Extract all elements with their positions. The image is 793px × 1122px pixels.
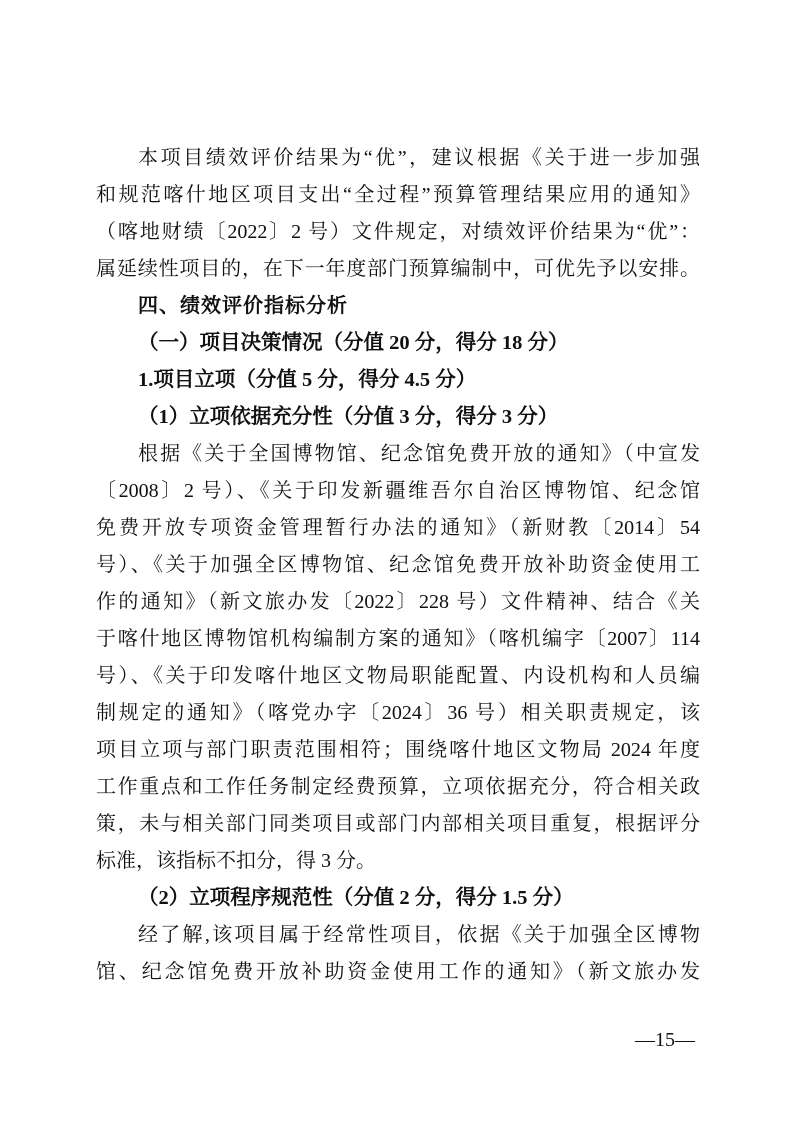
- paragraph-1-line-3: （喀地财绩〔2022〕2 号）文件规定，对绩效评价结果为“优”：: [96, 221, 700, 243]
- paragraph-2-line-3: 免费开放专项资金管理暂行办法的通知》（新财教〔2014〕54: [96, 517, 700, 539]
- paragraph-2-line-10: 工作重点和工作任务制定经费预算，立项依据充分，符合相关政: [96, 776, 700, 798]
- paragraph-2-line-9: 项目立项与部门职责范围相符；围绕喀什地区文物局 2024 年度: [96, 739, 700, 761]
- heading-section-4: 四、绩效评价指标分析: [138, 295, 348, 317]
- paragraph-2-line-6: 于喀什地区博物馆机构编制方案的通知》（喀机编字〔2007〕114: [96, 628, 700, 650]
- paragraph-3-line-1: 经了解,该项目属于经常性项目，依据《关于加强全区博物: [138, 924, 700, 946]
- paragraph-1-line-2: 和规范喀什地区项目支出“全过程”预算管理结果应用的通知》: [96, 184, 700, 206]
- paragraph-1-line-4: 属延续性项目的，在下一年度部门预算编制中，可优先予以安排。: [96, 258, 700, 280]
- heading-subsection-1: （一）项目决策情况（分值 20 分，得分 18 分）: [138, 332, 569, 354]
- page-number: —15—: [635, 1029, 695, 1051]
- heading-point-2: （2）立项程序规范性（分值 2 分，得分 1.5 分）: [138, 887, 574, 909]
- paragraph-2-line-7: 号）、《关于印发喀什地区文物局职能配置、内设机构和人员编: [96, 665, 700, 687]
- paragraph-2-line-2: 〔2008〕2 号）、《关于印发新疆维吾尔自治区博物馆、纪念馆: [96, 480, 700, 502]
- paragraph-2-line-1: 根据《关于全国博物馆、纪念馆免费开放的通知》（中宣发: [138, 443, 700, 465]
- paragraph-2-line-12: 标准，该指标不扣分，得 3 分。: [96, 850, 376, 872]
- heading-item-1: 1.项目立项（分值 5 分，得分 4.5 分）: [138, 369, 477, 391]
- document-body: [96, 140, 700, 991]
- paragraph-3-line-2: 馆、纪念馆免费开放补助资金使用工作的通知》（新文旅办发: [96, 961, 700, 983]
- paragraph-2-line-4: 号）、《关于加强全区博物馆、纪念馆免费开放补助资金使用工: [96, 554, 700, 576]
- paragraph-2-line-8: 制规定的通知》（喀党办字〔2024〕36 号）相关职责规定，该: [96, 702, 700, 724]
- paragraph-2-line-5: 作的通知》（新文旅办发〔2022〕228 号）文件精神、结合《关: [96, 591, 700, 613]
- paragraph-2-line-11: 策，未与相关部门同类项目或部门内部相关项目重复，根据评分: [96, 813, 700, 835]
- paragraph-1-line-1: 本项目绩效评价结果为“优”，建议根据《关于进一步加强: [138, 147, 700, 169]
- heading-point-1: （1）立项依据充分性（分值 3 分，得分 3 分）: [138, 406, 559, 428]
